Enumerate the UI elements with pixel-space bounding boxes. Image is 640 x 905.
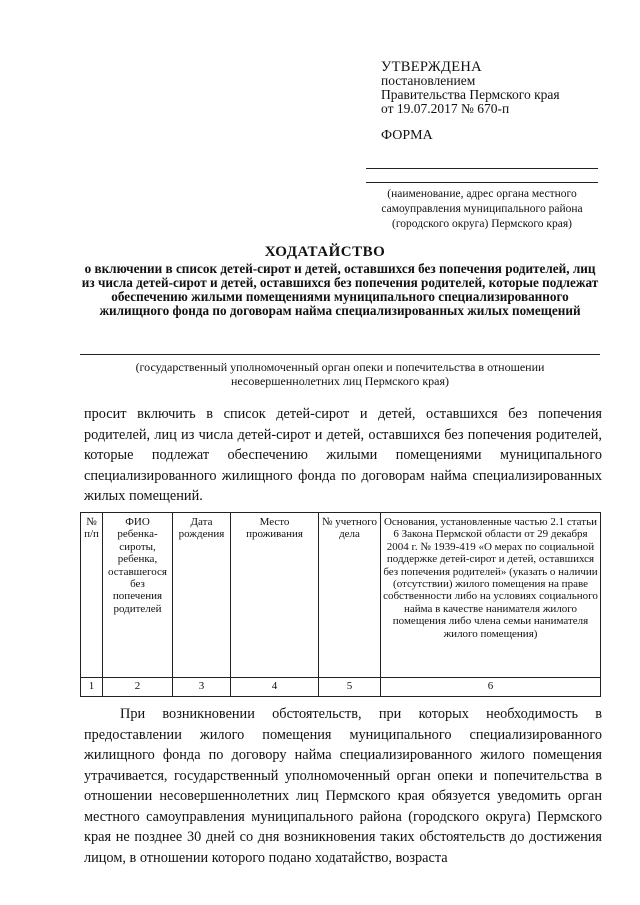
- table-cell: 2: [103, 678, 173, 697]
- table-number-row: [81, 678, 601, 697]
- table-cell: 6: [381, 678, 601, 697]
- approval-line: от 19.07.2017 № 670-п: [381, 101, 510, 116]
- table-header-cell: Место проживания: [231, 513, 319, 678]
- addressee-caption: (наименование, адрес органа местного самоуправления муниципального района (городского округа) Пермского края): [381, 188, 583, 230]
- addressee-blank-line: [366, 182, 598, 183]
- table-header-cell: № учетного дела: [319, 513, 381, 678]
- children-table: [80, 512, 601, 697]
- table-header-cell: № п/п: [81, 513, 103, 678]
- approval-line: постановлением: [381, 73, 476, 88]
- authority-caption: (государственный уполномоченный орган опеки и попечительства в отношении несовершеннолетних лиц Пермского края): [135, 360, 545, 388]
- approval-block: [381, 60, 621, 143]
- table-cell: 5: [319, 678, 381, 697]
- table-cell: 1: [81, 678, 103, 697]
- approval-title: УТВЕРЖДЕНА: [381, 59, 482, 75]
- approval-line: Правительства Пермского края: [381, 87, 560, 102]
- table-header-cell: Основания, установленные частью 2.1 статьи 6 Закона Пермской области от 29 декабря 2004 г. № 1939-419 «О мерах по социальной поддержке детей-сирот и детей, оставшихся без попечения родителей» (указать о наличии (отсутствии) жилого помещения на праве собственности либо на условиях социального найма в качестве нанимателя жилого помещения либо члена семьи нанимателя жилого помещения): [381, 513, 601, 678]
- table-cell: 3: [173, 678, 231, 697]
- document-subtitle: о включении в список детей-сирот и детей, оставшихся без попечения родителей, лиц из числа детей-сирот и детей, оставшихся без попечения родителей, которые подлежат обеспечению жилыми помещениями муниципального специализированного жилищного фонда по договорам найма специализированных жилых помещений: [81, 261, 599, 318]
- request-paragraph: просит включить в список детей-сирот и детей, оставшихся без попечения родителей, лиц из числа детей-сирот и детей, оставшихся без попечения родителей, которые подлежат обеспечению жилыми помещениями муниципального специализированного жилищного фонда по договорам найма специализированных жилых помещений.: [84, 406, 602, 504]
- table-header-cell: Дата рождения: [173, 513, 231, 678]
- authority-block: [80, 354, 600, 388]
- addressee-blank-line: [366, 168, 598, 169]
- table-header-row: [81, 513, 601, 678]
- table-cell: 4: [231, 678, 319, 697]
- addressee-block: [366, 168, 598, 232]
- obligation-paragraph: При возникновении обстоятельств, при которых необходимость в предоставлении жилого помещения муниципального специализированного жилищного фонда по договору найма специализированного жилого помещения утрачивается, государственный уполномоченный орган опеки и попечительства в отношении несовершеннолетних лиц Пермского края обязуется уведомить орган местного самоуправления муниципального района (городского округа) Пермского края не позднее 30 дней со дня возникновения таких обстоятельств до достижения лицом, в отношении которого подано ходатайство, возраста: [84, 706, 602, 866]
- authority-blank-line: [80, 354, 600, 355]
- table-header-cell: ФИО ребенка-сироты, ребенка, оставшегося без попечения родителей: [103, 513, 173, 678]
- document-title: ХОДАТАЙСТВО: [264, 244, 386, 260]
- form-label: ФОРМА: [381, 128, 433, 143]
